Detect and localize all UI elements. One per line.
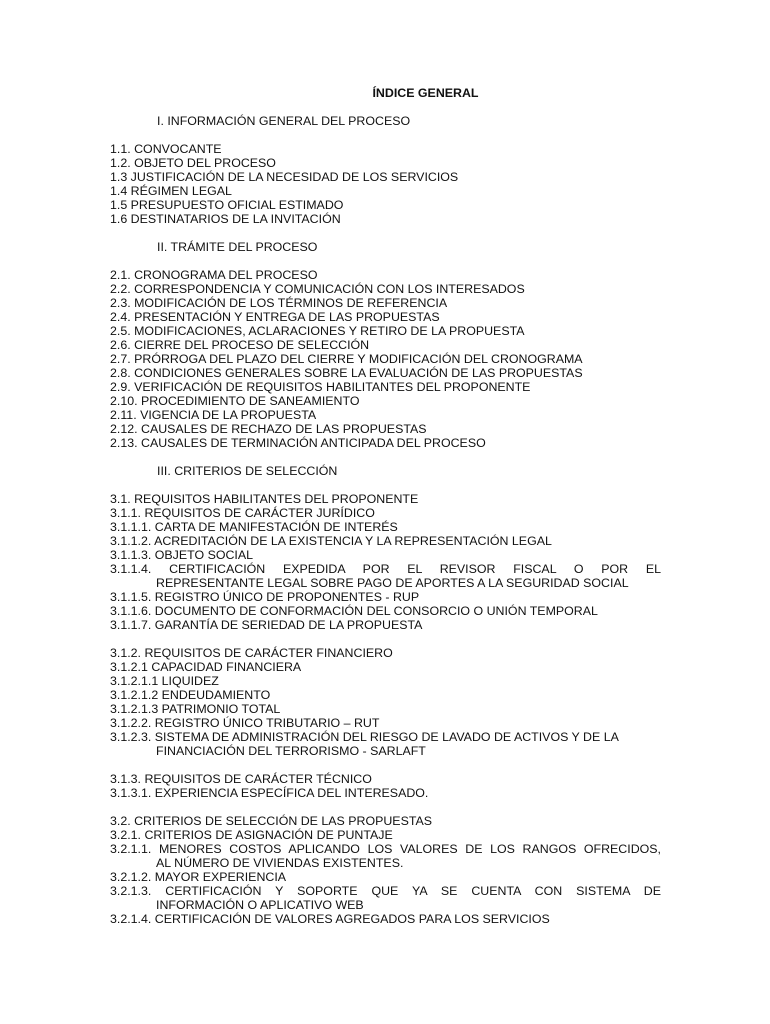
toc-item: 3.2.1.4. CERTIFICACIÓN DE VALORES AGREGADOS PARA LOS SERVICIOS [110,912,550,926]
section-heading-1: I. INFORMACIÓN GENERAL DEL PROCESO [157,114,411,128]
toc-item: 1.6 DESTINATARIOS DE LA INVITACIÓN [110,212,341,226]
page-title: ÍNDICE GENERAL [372,86,479,100]
toc-item: 2.1. CRONOGRAMA DEL PROCESO [110,268,318,282]
document-page [110,86,661,926]
toc-item: 3.1.1.3. OBJETO SOCIAL [110,548,254,562]
toc-item: 2.6. CIERRE DEL PROCESO DE SELECCIÓN [110,338,370,352]
toc-item-continuation: FINANCIACIÓN DEL TERRORISMO - SARLAFT [156,744,426,758]
section-2-list [110,268,661,450]
toc-item: 2.13. CAUSALES DE TERMINACIÓN ANTICIPADA DEL PROCESO [110,436,486,450]
toc-item: 1.1. CONVOCANTE [110,142,222,156]
toc-item: 1.5 PRESUPUESTO OFICIAL ESTIMADO [110,198,344,212]
toc-item: 3.1. REQUISITOS HABILITANTES DEL PROPONENTE [110,492,419,506]
toc-item: 3.1.1.2. ACREDITACIÓN DE LA EXISTENCIA Y LA REPRESENTACIÓN LEGAL [110,534,552,548]
section-heading-3: III. CRITERIOS DE SELECCIÓN [157,464,338,478]
toc-item: 3.2.1. CRITERIOS DE ASIGNACIÓN DE PUNTAJE [110,828,393,842]
toc-item: 3.2.1.2. MAYOR EXPERIENCIA [110,870,287,884]
toc-item: 3.1.1.7. GARANTÍA DE SERIEDAD DE LA PROPUESTA [110,618,423,632]
section-3-block-3 [110,772,661,800]
toc-item: 2.9. VERIFICACIÓN DE REQUISITOS HABILITANTES DEL PROPONENTE [110,380,531,394]
toc-item-continuation: REPRESENTANTE LEGAL SOBRE PAGO DE APORTES A LA SEGURIDAD SOCIAL [156,576,629,590]
section-3-block-1 [110,492,661,632]
toc-item: 2.3. MODIFICACIÓN DE LOS TÉRMINOS DE REFERENCIA [110,296,448,310]
toc-item: 2.4. PRESENTACIÓN Y ENTREGA DE LAS PROPUESTAS [110,310,440,324]
toc-item: 3.1.2.3. SISTEMA DE ADMINISTRACIÓN DEL RIESGO DE LAVADO DE ACTIVOS Y DE LA [110,730,619,744]
toc-item: 2.12. CAUSALES DE RECHAZO DE LAS PROPUESTAS [110,422,427,436]
toc-item: 1.2. OBJETO DEL PROCESO [110,156,276,170]
toc-item: 3.1.3.1. EXPERIENCIA ESPECÍFICA DEL INTERESADO. [110,786,429,800]
section-3-block-4 [110,814,661,926]
toc-item: 3.1.1.1. CARTA DE MANIFESTACIÓN DE INTERÉS [110,520,398,534]
toc-item: 2.10. PROCEDIMIENTO DE SANEAMIENTO [110,394,360,408]
toc-item: 2.8. CONDICIONES GENERALES SOBRE LA EVALUACIÓN DE LAS PROPUESTAS [110,366,583,380]
toc-item: 3.1.1.6. DOCUMENTO DE CONFORMACIÓN DEL CONSORCIO O UNIÓN TEMPORAL [110,604,598,618]
toc-item: 2.7. PRÓRROGA DEL PLAZO DEL CIERRE Y MODIFICACIÓN DEL CRONOGRAMA [110,352,583,366]
toc-item: 1.4 RÉGIMEN LEGAL [110,184,232,198]
toc-item: 3.2.1.3. CERTIFICACIÓN Y SOPORTE QUE YA SE CUENTA CON SISTEMA DE [110,884,661,898]
section-3-block-2 [110,646,661,758]
toc-item: 3.2.1.1. MENORES COSTOS APLICANDO LOS VALORES DE LOS RANGOS OFRECIDOS, [110,842,661,856]
toc-item: 3.2. CRITERIOS DE SELECCIÓN DE LAS PROPUESTAS [110,814,433,828]
toc-item: 3.1.2.1.2 ENDEUDAMIENTO [110,688,271,702]
toc-item: 3.1.1.5. REGISTRO ÚNICO DE PROPONENTES - RUP [110,590,420,604]
section-1-list [110,142,661,226]
toc-item: 1.3 JUSTIFICACIÓN DE LA NECESIDAD DE LOS SERVICIOS [110,170,459,184]
toc-item: 3.1.2.1.3 PATRIMONIO TOTAL [110,702,281,716]
toc-item: 3.1.2.1 CAPACIDAD FINANCIERA [110,660,302,674]
toc-item-continuation: AL NÚMERO DE VIVIENDAS EXISTENTES. [156,856,404,870]
toc-item: 3.1.3. REQUISITOS DE CARÁCTER TÉCNICO [110,772,372,786]
toc-item: 2.2. CORRESPONDENCIA Y COMUNICACIÓN CON LOS INTERESADOS [110,282,525,296]
toc-item: 3.1.2.2. REGISTRO ÚNICO TRIBUTARIO – RUT [110,716,380,730]
toc-item: 3.1.2. REQUISITOS DE CARÁCTER FINANCIERO [110,646,393,660]
toc-item: 3.1.2.1.1 LIQUIDEZ [110,674,219,688]
toc-item: 2.5. MODIFICACIONES, ACLARACIONES Y RETIRO DE LA PROPUESTA [110,324,525,338]
toc-item-continuation: INFORMACIÓN O APLICATIVO WEB [156,898,364,912]
toc-item: 3.1.1. REQUISITOS DE CARÁCTER JURÍDICO [110,506,375,520]
toc-item: 2.11. VIGENCIA DE LA PROPUESTA [110,408,317,422]
toc-item: 3.1.1.4. CERTIFICACIÓN EXPEDIDA POR EL REVISOR FISCAL O POR EL [110,562,661,576]
section-heading-2: II. TRÁMITE DEL PROCESO [157,240,318,254]
